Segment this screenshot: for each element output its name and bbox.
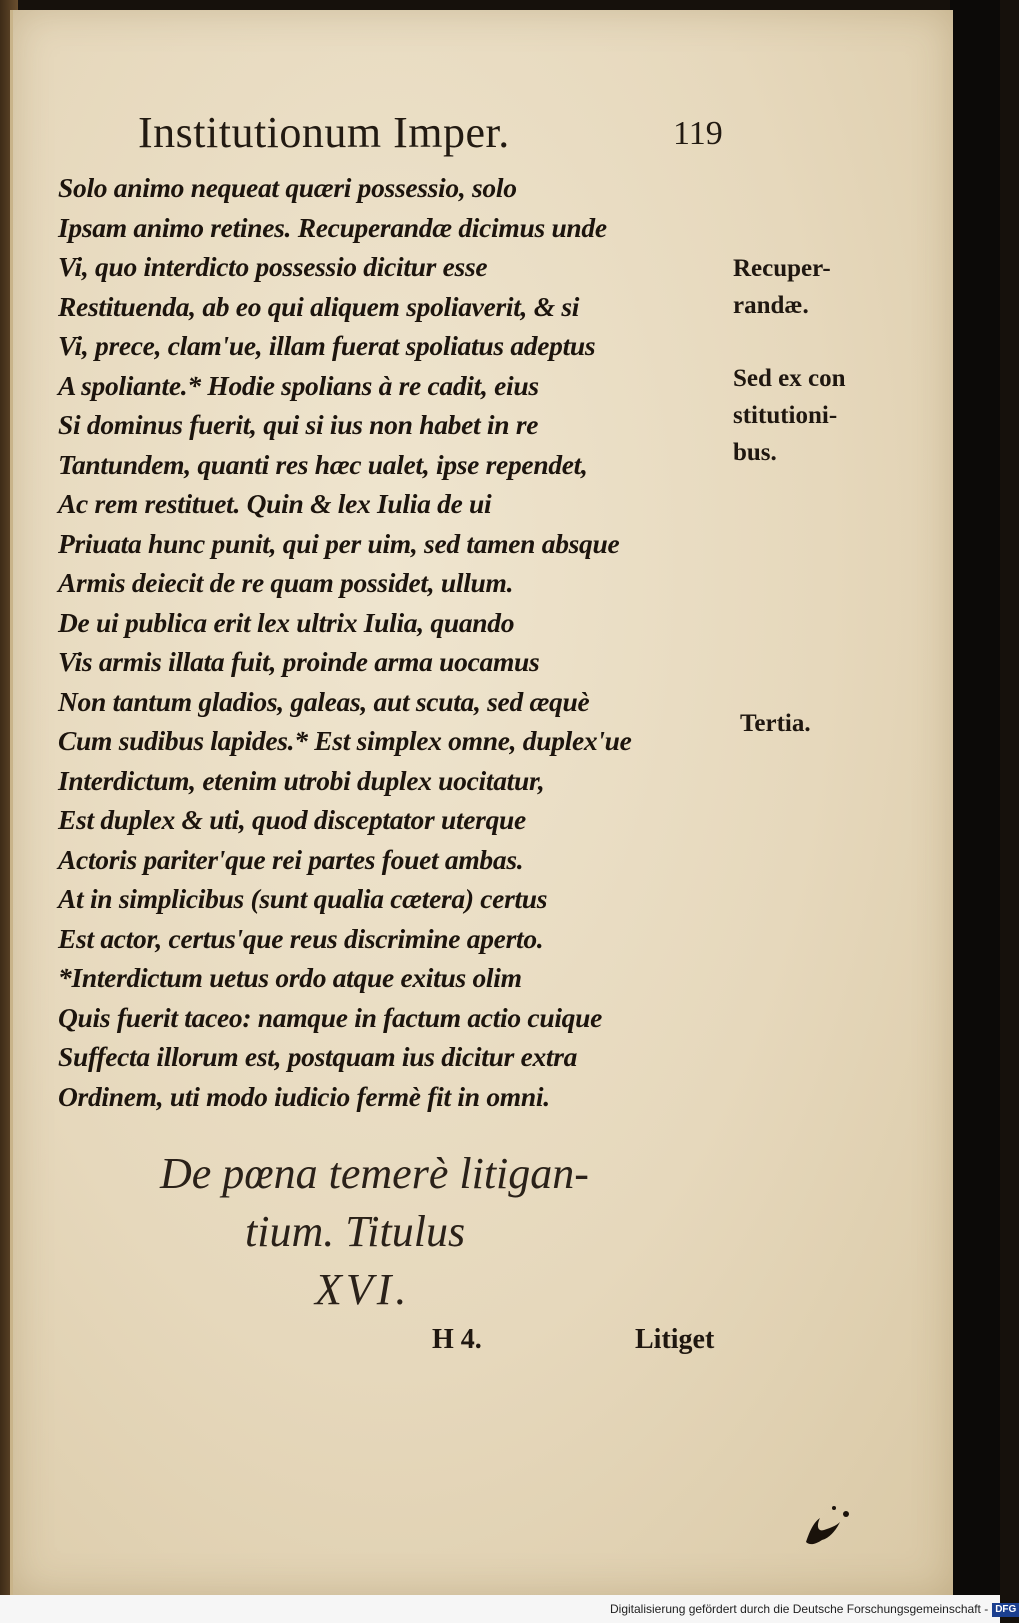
running-title: Institutionum Imper. bbox=[138, 108, 510, 157]
text-line: Est duplex & uti, quod disceptator uterque bbox=[58, 804, 526, 835]
text-line: Quis fuerit taceo: namque in factum actio cuique bbox=[58, 1001, 603, 1033]
section-heading-line: tium. Titulus bbox=[245, 1207, 466, 1256]
margin-note-line: randæ. bbox=[733, 292, 809, 319]
text-line: Ac rem restituet. Quin & lex Iulia de ui bbox=[58, 488, 492, 519]
text-line: A spoliante.* Hodie spolians à re cadit, eius bbox=[58, 369, 539, 401]
text-line: Si dominus fuerit, qui si ius non habet in re bbox=[58, 409, 539, 440]
text-line: Ordinem, uti modo iudicio fermè fit in omni. bbox=[58, 1080, 550, 1112]
margin-note-recuperandae bbox=[733, 250, 831, 324]
digitization-credit bbox=[610, 1600, 1017, 1618]
text-line: Tantundem, quanti res hæc ualet, ipse rependet, bbox=[58, 448, 588, 480]
text-line: Est actor, certus'que reus discrimine aperto. bbox=[58, 922, 544, 954]
text-line: Priuata hunc punit, qui per uim, sed tamen absque bbox=[58, 527, 620, 559]
text-line: At in simplicibus (sunt qualia cætera) certus bbox=[58, 883, 548, 914]
section-heading bbox=[160, 1145, 680, 1319]
text-line: Actoris pariter'que rei partes fouet ambas. bbox=[58, 843, 524, 875]
text-line: Vi, quo interdicto possessio dicitur esse bbox=[58, 251, 488, 282]
margin-note-tertia bbox=[740, 705, 811, 742]
text-line: Restituenda, ab eo qui aliquem spoliaverit, & si bbox=[58, 290, 580, 322]
text-line: Suffecta illorum est, postquam ius dicitur extra bbox=[58, 1041, 578, 1072]
section-heading-line: XVI. bbox=[315, 1265, 411, 1314]
section-heading-line: De pœna temerè litigan- bbox=[160, 1149, 589, 1198]
margin-note-line: Tertia. bbox=[740, 710, 811, 737]
margin-note-constitutionibus bbox=[733, 360, 846, 471]
text-line: Armis deiecit de re quam possidet, ullum. bbox=[58, 567, 514, 598]
text-line: *Interdictum uetus ordo atque exitus olim bbox=[58, 962, 522, 993]
credit-text: Digitalisierung gefördert durch die Deutsche Forschungsgemeinschaft - bbox=[610, 1602, 989, 1616]
text-line: Interdictum, etenim utrobi duplex uocitatur, bbox=[58, 764, 545, 796]
page-number: 119 bbox=[673, 115, 723, 152]
text-line: Vi, prece, clam'ue, illam fuerat spoliatus adeptus bbox=[58, 330, 596, 361]
ink-blot-mark bbox=[796, 1500, 856, 1550]
text-line: Solo animo nequeat quæri possessio, solo bbox=[58, 172, 517, 203]
scan-edge-right bbox=[950, 0, 1000, 1623]
margin-note-line: Sed ex con bbox=[733, 365, 846, 392]
text-line: Vis armis illata fuit, proinde arma uocamus bbox=[58, 646, 540, 677]
catchword: Litiget bbox=[635, 1324, 715, 1355]
verse-text-block bbox=[58, 168, 718, 1116]
text-line: Non tantum gladios, galeas, aut scuta, sed æquè bbox=[58, 685, 590, 717]
dfg-logo: DFG bbox=[992, 1603, 1019, 1617]
running-header bbox=[138, 108, 738, 158]
margin-note-line: Recuper- bbox=[733, 255, 831, 282]
text-line: De ui publica erit lex ultrix Iulia, quando bbox=[58, 606, 515, 638]
text-line: Cum sudibus lapides.* Est simplex omne, duplex'ue bbox=[58, 725, 632, 756]
margin-note-line: bus. bbox=[733, 439, 777, 466]
margin-note-line: stitutioni- bbox=[733, 402, 838, 429]
text-line: Ipsam animo retines. Recuperandæ dicimus unde bbox=[58, 211, 607, 243]
signature-mark: H 4. bbox=[432, 1324, 482, 1355]
